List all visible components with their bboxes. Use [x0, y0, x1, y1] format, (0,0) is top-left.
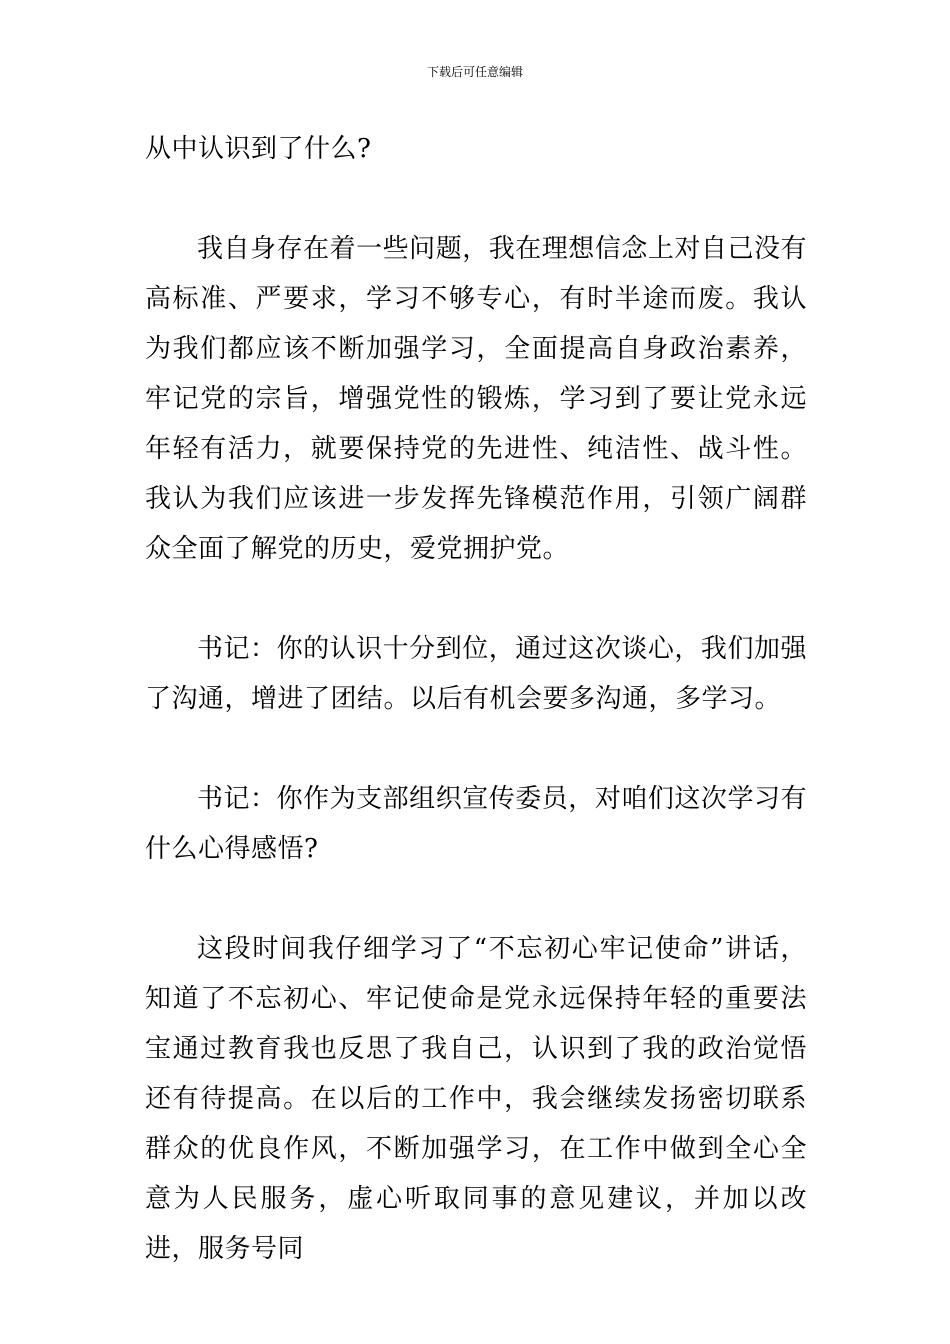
document-body: [145, 124, 807, 1274]
paragraph-question-continuation: 从中认识到了什么?: [145, 134, 372, 164]
paragraph-secretary-comment: 书记：你的认识十分到位，通过这次谈心，我们加强了沟通，增进了团结。以后有机会要多沟通，多学习。: [145, 634, 807, 714]
paragraph-learning-response: 这段时间我仔细学习了“不忘初心牢记使命”讲话，知道了不忘初心、牢记使命是党永远保持年轻的重要法宝通过教育我也反思了我自己，认识到了我的政治觉悟还有待提高。在以后的工作中，我会继续发扬密切联系群众的优良作风，不断加强学习，在工作中做到全心全意为人民服务，虚心听取同事的意见建议，并加以改进，服务号同: [145, 934, 807, 1264]
page-header: 下载后可任意编辑: [426, 65, 523, 79]
paragraph-secretary-question: 书记：你作为支部组织宣传委员，对咱们这次学习有什么心得感悟?: [145, 784, 807, 864]
paragraph-self-reflection: 我自身存在着一些问题，我在理想信念上对自己没有高标准、严要求，学习不够专心，有时半途而废。我认为我们都应该不断加强学习，全面提高自身政治素养，牢记党的宗旨，增强党性的锻炼，学习到了要让党永远年轻有活力，就要保持党的先进性、纯洁性、战斗性。我认为我们应该进一步发挥先锋模范作用，引领广阔群众全面了解党的历史，爱党拥护党。: [145, 234, 807, 564]
paragraph-spacer: [145, 174, 807, 224]
paragraph-spacer: [145, 724, 807, 774]
paragraph-spacer: [145, 874, 807, 924]
paragraph-spacer: [145, 574, 807, 624]
